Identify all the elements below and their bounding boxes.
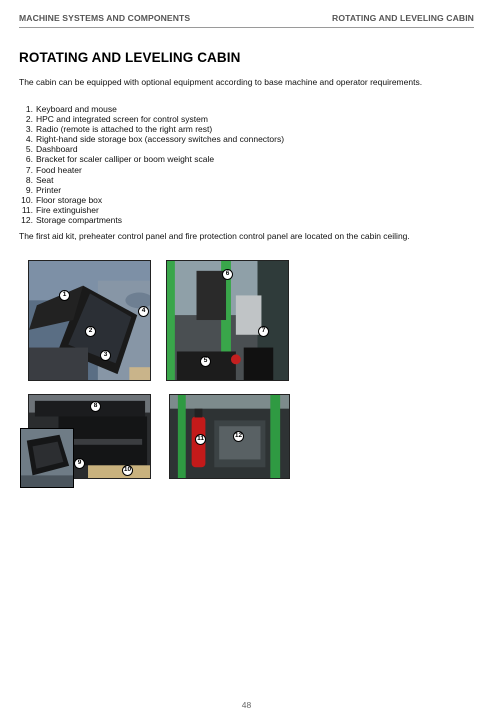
callout-6: 6 <box>222 269 233 280</box>
photo-keyboard-screen-graphic <box>29 261 150 380</box>
intro-paragraph: The cabin can be equipped with optional equipment according to base machine and operator requirements. <box>19 77 423 87</box>
callout-5: 5 <box>200 356 211 367</box>
list-item: 5. Dashboard <box>25 144 78 155</box>
equipment-list <box>19 104 439 225</box>
callout-10: 10 <box>122 465 133 476</box>
photo-fire-extinguisher <box>169 394 290 479</box>
list-item: 7. Food heater <box>25 164 82 175</box>
header-section-left: MACHINE SYSTEMS AND COMPONENTS <box>19 12 191 23</box>
callout-11: 11 <box>195 434 206 445</box>
page-number: 48 <box>241 700 252 710</box>
header-section-right: ROTATING AND LEVELING CABIN <box>332 12 474 23</box>
list-item: 8. Seat <box>25 174 54 185</box>
callout-1: 1 <box>59 290 70 301</box>
running-header <box>19 8 474 28</box>
ceiling-note: The first aid kit, preheater control panel and fire protection control panel are located on the cabin ceiling. <box>19 231 410 241</box>
list-item: 6. Bracket for scaler calliper or boom weight scale <box>25 154 215 165</box>
callout-8: 8 <box>90 401 101 412</box>
list-item: 12. Storage compartments <box>21 215 122 226</box>
list-item: 3. Radio (remote is attached to the right arm rest) <box>25 124 213 135</box>
list-item: 11. Fire extinguisher <box>21 204 99 215</box>
list-item: 2. HPC and integrated screen for control system <box>25 114 208 125</box>
callout-7: 7 <box>258 326 269 337</box>
callout-2: 2 <box>85 326 96 337</box>
photo-fire-extinguisher-graphic <box>170 395 289 478</box>
page-title: ROTATING AND LEVELING CABIN <box>19 50 241 65</box>
photo-printer <box>20 428 74 488</box>
list-item: 1. Keyboard and mouse <box>25 104 117 114</box>
list-item: 10. Floor storage box <box>21 194 103 205</box>
callout-4: 4 <box>138 306 149 317</box>
callout-9: 9 <box>74 458 85 469</box>
callout-12: 12 <box>233 431 244 442</box>
photo-printer-graphic <box>21 429 73 487</box>
callout-3: 3 <box>100 350 111 361</box>
list-item: 4. Right-hand side storage box (accessory switches and connectors) <box>25 134 285 145</box>
list-item: 9. Printer <box>25 184 62 195</box>
photo-keyboard-screen <box>28 260 151 381</box>
